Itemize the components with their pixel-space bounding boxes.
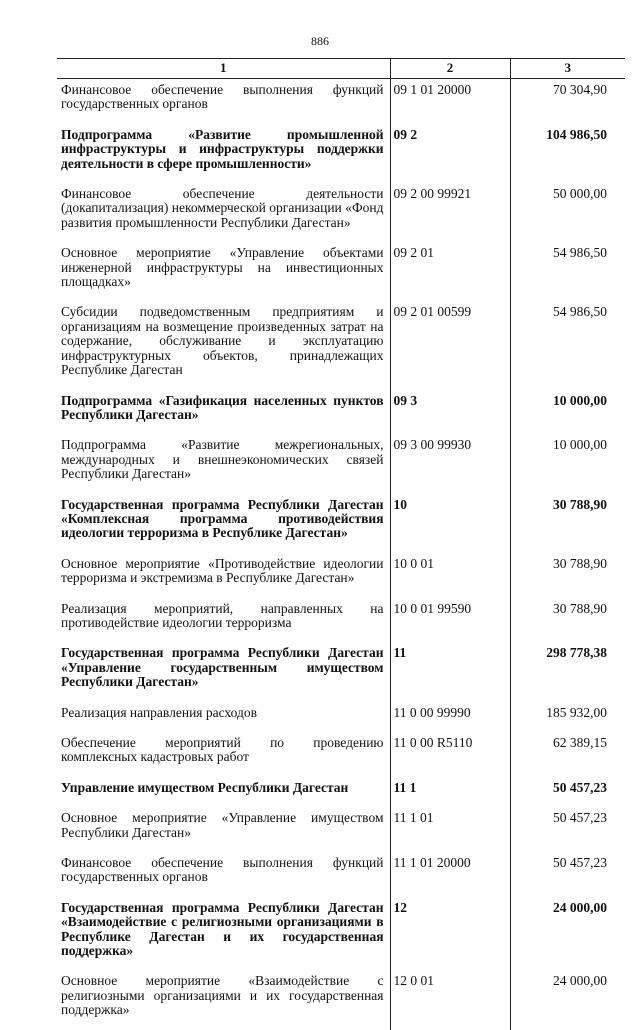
row-code-cell: 09 2 01 00599 — [390, 301, 510, 389]
table-row — [57, 970, 625, 1029]
row-code-cell: 09 1 01 20000 — [390, 79, 510, 124]
row-name-cell: Государственная программа Республики Дагестан «Взаимодействие с религиозными организациями в Республике Дагестан и их государственная поддержка» — [57, 897, 390, 971]
row-code-cell: 11 1 01 — [390, 807, 510, 852]
row-amount-cell: 70 304,90 — [553, 82, 607, 97]
row-code-cell: 11 1 — [390, 777, 510, 807]
row-amount-cell: 298 778,38 — [546, 645, 607, 661]
row-code-cell: 10 0 01 — [390, 553, 510, 598]
row-amount-cell: 54 986,50 — [553, 245, 607, 261]
row-amount-cell: 24 000,00 — [553, 899, 607, 915]
row-code-cell: 09 2 00 99921 — [390, 183, 510, 242]
table-row — [57, 183, 625, 242]
table-row — [57, 807, 625, 852]
table-row — [57, 390, 625, 435]
header-row — [57, 59, 625, 79]
row-code-cell: 09 2 — [390, 124, 510, 183]
row-name-cell: Финансовое обеспечение деятельности (докапитализация) некоммерческой организации «Фонд развития промышленности Республики Дагестан» — [57, 183, 390, 242]
table-row — [57, 598, 625, 643]
table-row — [57, 897, 625, 971]
row-name-cell: Основное мероприятие «Противодействие идеологии терроризма и экстремизма в Республике Дагестан» — [57, 553, 390, 598]
header-col-2: 2 — [390, 59, 510, 79]
row-code-cell: 09 3 00 99930 — [390, 434, 510, 493]
budget-table — [57, 58, 625, 1030]
table-body — [57, 79, 625, 1030]
row-code-cell: 10 — [390, 494, 510, 553]
row-amount-cell: 62 389,15 — [553, 735, 607, 750]
row-amount-cell: 54 986,50 — [553, 304, 607, 320]
row-amount-cell: 30 788,90 — [553, 600, 607, 616]
row-name-cell: Государственная программа Республики Дагестан «Управление государственным имуществом Республики Дагестан» — [57, 642, 390, 701]
row-code-cell: 10 0 01 99590 — [390, 598, 510, 643]
table-row — [57, 777, 625, 807]
table-row — [57, 642, 625, 701]
row-name-cell: Подпрограмма «Развитие межрегиональных, международных и внешнеэкономических связей Республики Дагестан» — [57, 434, 390, 493]
row-name-cell: Реализация мероприятий, направленных на противодействие идеологии терроризма — [57, 598, 390, 643]
row-amount-cell: 50 457,23 — [553, 779, 607, 795]
table-row — [57, 242, 625, 301]
header-col-3: 3 — [510, 59, 625, 79]
row-amount-cell: 10 000,00 — [553, 437, 607, 453]
row-code-cell: 11 0 00 99990 — [390, 702, 510, 732]
table-row — [57, 124, 625, 183]
row-code-cell: 12 0 01 — [390, 970, 510, 1029]
table-row — [57, 732, 625, 777]
row-amount-cell: 50 457,23 — [553, 810, 607, 826]
row-amount-cell: 30 788,90 — [553, 555, 607, 571]
budget-table-container — [57, 58, 625, 1030]
table-header — [57, 59, 625, 79]
row-name-cell: Управление имуществом Республики Дагестан — [57, 777, 390, 807]
row-name-cell: Финансовое обеспечение выполнения функций государственных органов — [57, 852, 390, 897]
header-col-1: 1 — [57, 59, 390, 79]
row-name-cell: Основное мероприятие «Управление объектами инженерной инфраструктуры на инвестиционных площадках» — [57, 242, 390, 301]
row-name-cell: Финансовое обеспечение выполнения функций государственных органов — [57, 79, 390, 124]
row-name-cell: Основное мероприятие «Взаимодействие с религиозными организациями и их государственная поддержка» — [57, 970, 390, 1029]
row-amount-cell: 104 986,50 — [546, 126, 607, 142]
row-name-cell: Государственная программа Республики Дагестан «Комплексная программа противодействия идеологии терроризма в Республике Дагестан» — [57, 494, 390, 553]
row-name-cell: Подпрограмма «Газификация населенных пунктов Республики Дагестан» — [57, 390, 390, 435]
row-name-cell: Субсидии подведомственным предприятиям и организациям на возмещение произведенных затрат на содержание, обслуживание и эксплуатацию инфраструктурных объектов, принадлежащих Республике Дагестан — [57, 301, 390, 389]
row-name-cell: Основное мероприятие «Управление имуществом Республики Дагестан» — [57, 807, 390, 852]
page-number: 886 — [311, 34, 329, 48]
row-code-cell: 12 — [390, 897, 510, 971]
row-amount-cell: 24 000,00 — [553, 973, 607, 989]
table-row — [57, 553, 625, 598]
table-row — [57, 494, 625, 553]
row-code-cell: 11 1 01 20000 — [390, 852, 510, 897]
row-code-cell: 09 2 01 — [390, 242, 510, 301]
row-name-cell: Реализация направления расходов — [57, 702, 390, 732]
row-code-cell: 11 0 00 R5110 — [390, 732, 510, 777]
table-row — [57, 301, 625, 389]
table-row — [57, 434, 625, 493]
row-amount-cell: 50 000,00 — [553, 186, 607, 202]
table-row — [57, 702, 625, 732]
table-row — [57, 79, 625, 124]
row-name-cell: Подпрограмма «Развитие промышленной инфраструктуры и инфраструктуры поддержки деятельности в сфере промышленности» — [57, 124, 390, 183]
row-amount-cell: 10 000,00 — [553, 392, 607, 408]
row-amount-cell: 30 788,90 — [553, 496, 607, 512]
row-amount-cell: 50 457,23 — [553, 855, 607, 871]
row-code-cell: 11 — [390, 642, 510, 701]
row-name-cell: Обеспечение мероприятий по проведению комплексных кадастровых работ — [57, 732, 390, 777]
table-row — [57, 852, 625, 897]
row-amount-cell: 185 932,00 — [546, 704, 607, 720]
row-code-cell: 09 3 — [390, 390, 510, 435]
